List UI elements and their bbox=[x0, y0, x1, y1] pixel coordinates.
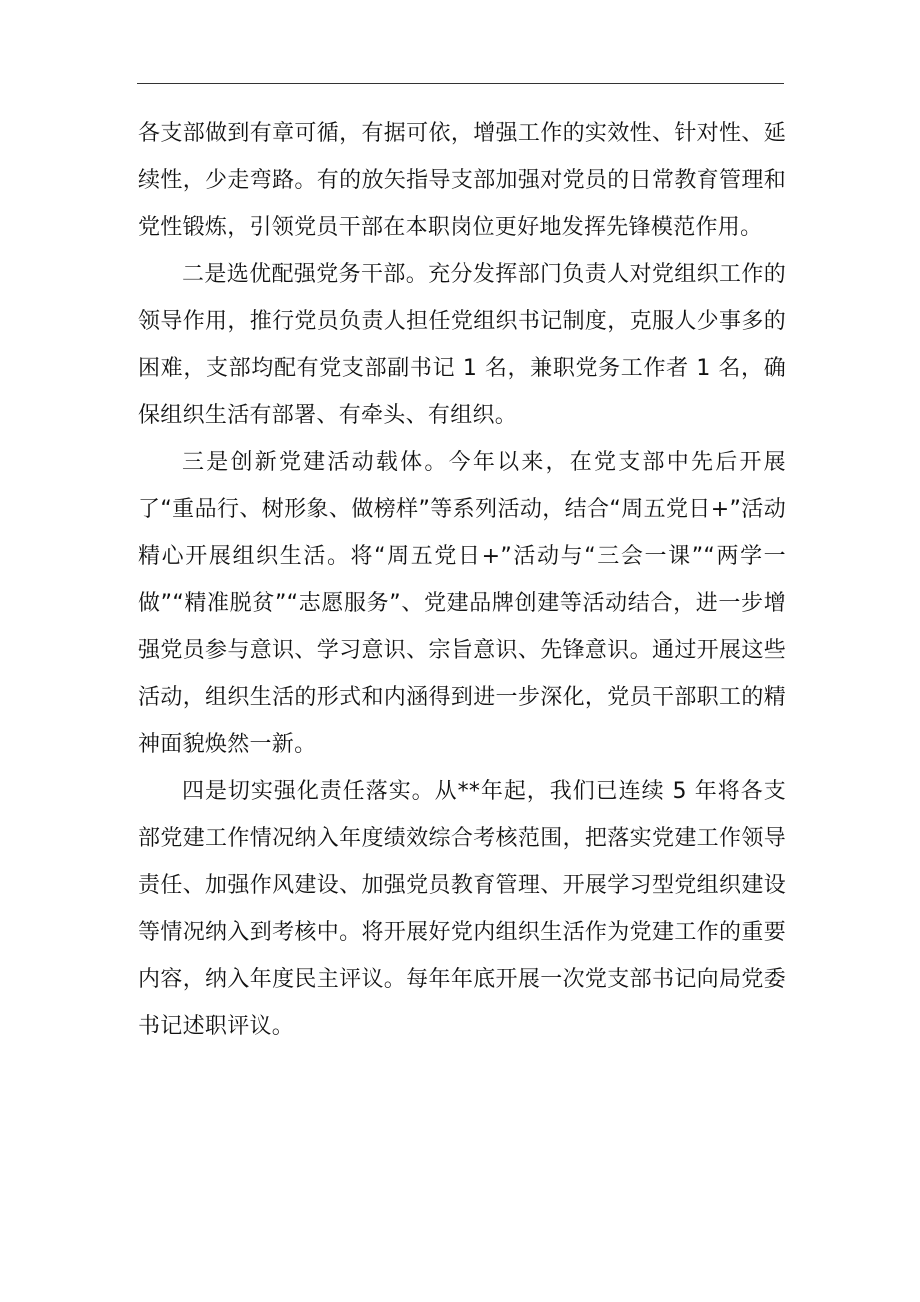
paragraph-activity-innovation: 三是创新党建活动载体。今年以来，在党支部中先后开展了“重品行、树形象、做榜样”等系列活动，结合“周五党日+”活动精心开展组织生活。将“周五党日+”活动与“三会一课”“两学一做”“精准脱贫”“志愿服务”、党建品牌创建等活动结合，进一步增强党员参与意识、学习意识、宗旨意识、先锋意识。通过开展这些活动，组织生活的形式和内涵得到进一步深化，党员干部职工的精神面貌焕然一新。 bbox=[138, 450, 786, 757]
document-body bbox=[138, 110, 786, 1050]
header-rule bbox=[137, 83, 784, 84]
paragraph-responsibility: 四是切实强化责任落实。从**年起，我们已连续 5 年将各支部党建工作情况纳入年度绩效综合考核范围，把落实党建工作领导责任、加强作风建设、加强党员教育管理、开展学习型党组织建设等情况纳入到考核中。将开展好党内组织生活作为党建工作的重要内容，纳入年度民主评议。每年年底开展一次党支部书记向局党委书记述职评议。 bbox=[138, 779, 786, 1039]
paragraph-continuation: 各支部做到有章可循，有据可依，增强工作的实效性、针对性、延续性，少走弯路。有的放矢指导支部加强对党员的日常教育管理和党性锻炼，引领党员干部在本职岗位更好地发挥先锋模范作用。 bbox=[138, 121, 786, 240]
paragraph-cadre-staffing: 二是选优配强党务干部。充分发挥部门负责人对党组织工作的领导作用，推行党员负责人担任党组织书记制度，克服人少事多的困难，支部均配有党支部副书记 1 名，兼职党务工作者 1 名，确保组织生活有部署、有牵头、有组织。 bbox=[138, 262, 786, 428]
